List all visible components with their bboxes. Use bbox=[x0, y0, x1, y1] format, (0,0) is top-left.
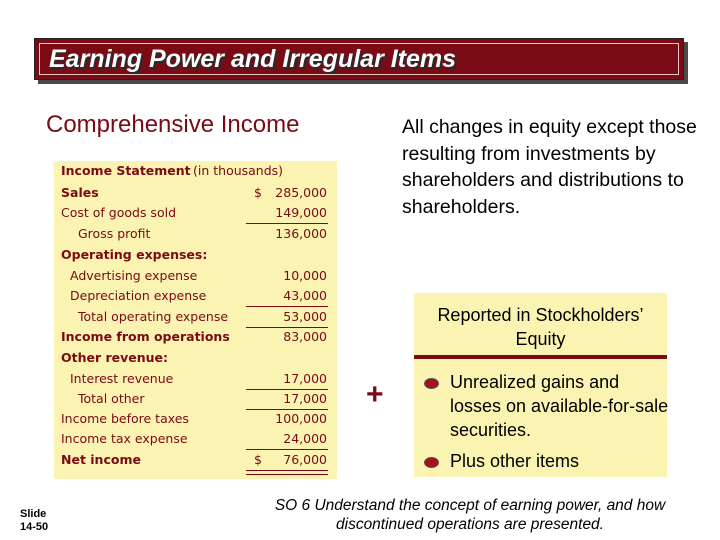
subtotal-rule bbox=[246, 449, 328, 450]
row-label: Income before taxes bbox=[61, 411, 189, 426]
row-amount: 17,000 bbox=[283, 391, 327, 406]
row-label: Operating expenses: bbox=[61, 247, 208, 262]
row-label: Cost of goods sold bbox=[61, 205, 177, 220]
subtotal-rule bbox=[246, 306, 328, 307]
row-amount: 17,000 bbox=[283, 371, 327, 386]
statement-header-title: Income Statement bbox=[61, 163, 191, 178]
row-label: Total other bbox=[78, 391, 145, 406]
statement-row-other-revenue bbox=[54, 350, 337, 370]
row-label: Advertising expense bbox=[70, 268, 198, 283]
row-amount: 76,000 bbox=[283, 452, 327, 467]
plus-sign: + bbox=[366, 378, 384, 411]
bullet-text: Plus other items bbox=[450, 451, 580, 471]
slide-number bbox=[20, 508, 48, 534]
total-double-rule bbox=[246, 470, 328, 475]
row-label: Net income bbox=[61, 452, 141, 467]
row-label: Other revenue: bbox=[61, 350, 169, 365]
equity-box-header: Reported in Stockholders’ Equity bbox=[414, 293, 667, 359]
statement-row-income-from-operations bbox=[54, 329, 337, 349]
slide-label: Slide bbox=[20, 508, 47, 520]
section-heading: Comprehensive Income bbox=[46, 111, 300, 138]
row-amount: 24,000 bbox=[283, 431, 327, 446]
slide-title: Earning Power and Irregular Items bbox=[49, 45, 457, 73]
row-dollar-sign: $ bbox=[254, 185, 262, 200]
statement-row-total-other bbox=[54, 391, 337, 411]
statement-row-depreciation bbox=[54, 288, 337, 308]
statement-row-sales bbox=[54, 185, 337, 205]
row-label: Income tax expense bbox=[61, 431, 188, 446]
subtotal-rule bbox=[246, 223, 328, 224]
row-label: Total operating expense bbox=[78, 309, 229, 324]
row-amount: 100,000 bbox=[275, 411, 327, 426]
subtotal-rule bbox=[246, 389, 328, 390]
bullet-icon bbox=[424, 457, 439, 468]
statement-row-cogs bbox=[54, 205, 337, 225]
row-label: Interest revenue bbox=[70, 371, 174, 386]
row-amount: 53,000 bbox=[283, 309, 327, 324]
row-amount: 149,000 bbox=[275, 205, 327, 220]
row-dollar-sign: $ bbox=[254, 452, 262, 467]
footer-line-1: SO 6 Understand the concept of earning power, and how bbox=[274, 497, 666, 514]
statement-row-interest-revenue bbox=[54, 371, 337, 391]
row-amount: 285,000 bbox=[275, 185, 327, 200]
row-label: Gross profit bbox=[78, 226, 151, 241]
footer-line-2: discontinued operations are presented. bbox=[336, 516, 604, 533]
row-label: Depreciation expense bbox=[70, 288, 207, 303]
slide-number-value: 14-50 bbox=[20, 521, 49, 533]
row-amount: 83,000 bbox=[283, 329, 327, 344]
statement-row-income-before-taxes bbox=[54, 411, 337, 431]
statement-row-operating-expenses bbox=[54, 247, 337, 267]
row-label: Income from operations bbox=[61, 329, 230, 344]
statement-header-row bbox=[54, 163, 337, 183]
bullet-text: Unrealized gains and losses on available-for-sale securities. bbox=[450, 372, 669, 440]
study-objective-footer bbox=[230, 496, 710, 534]
statement-row-total-operating bbox=[54, 309, 337, 329]
row-amount: 43,000 bbox=[283, 288, 327, 303]
income-statement bbox=[54, 161, 337, 479]
row-amount: 10,000 bbox=[283, 268, 327, 283]
statement-row-income-tax bbox=[54, 431, 337, 451]
subtotal-rule bbox=[246, 409, 328, 410]
title-bar bbox=[34, 38, 684, 80]
subtotal-rule bbox=[246, 327, 328, 328]
statement-row-gross-profit bbox=[54, 226, 337, 246]
definition-text: All changes in equity except those resulting from investments by shareholders and distributions to shareholders. bbox=[402, 116, 697, 218]
statement-header-units: (in thousands) bbox=[193, 163, 284, 178]
statement-row-net-income bbox=[54, 452, 337, 472]
row-amount: 136,000 bbox=[275, 226, 327, 241]
bullet-icon bbox=[424, 378, 439, 389]
statement-row-advertising bbox=[54, 268, 337, 288]
row-label: Sales bbox=[61, 185, 99, 200]
